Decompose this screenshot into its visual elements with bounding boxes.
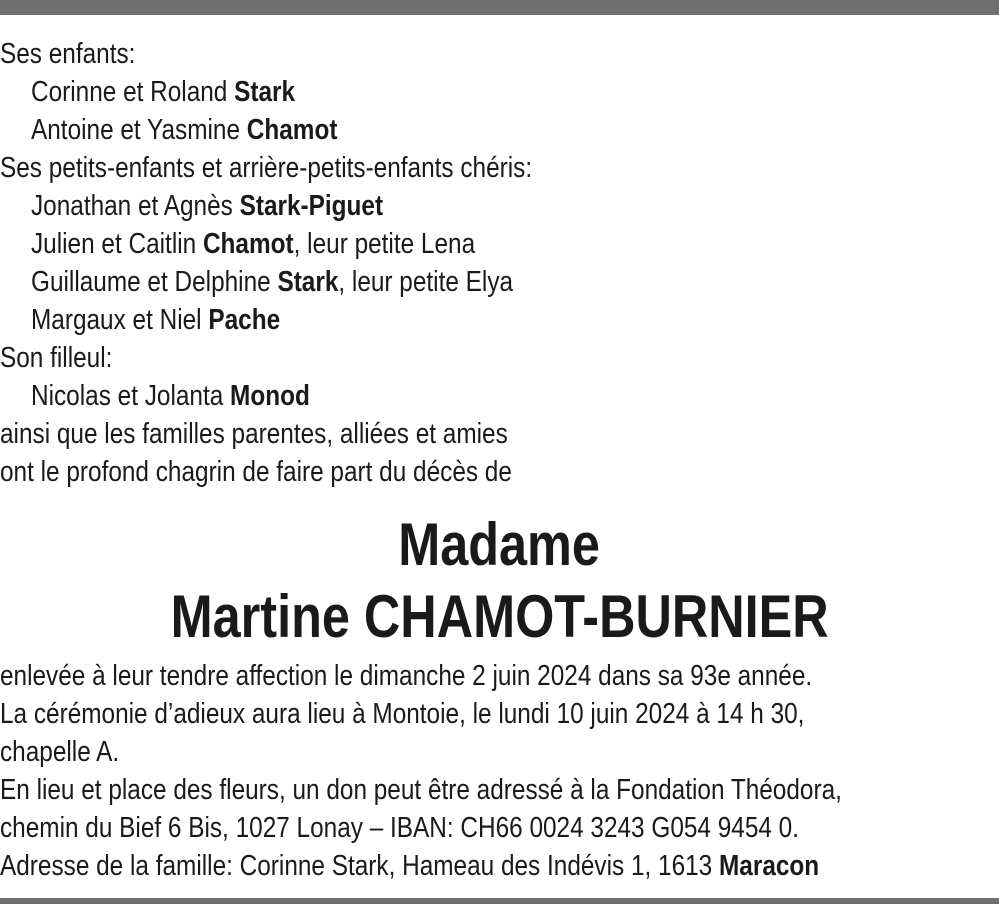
detail-line-3: chapelle A.: [0, 736, 120, 768]
godson-entry: [31, 377, 310, 415]
detail-line-5: chemin du Bief 6 Bis, 1027 Lonay – IBAN: CH66 0024 3243 G054 9454 0.: [0, 812, 800, 844]
grandchild-surname: Stark-Piguet: [239, 190, 384, 222]
honorific-text: Madame: [398, 511, 601, 578]
closing-line-1: ainsi que les familles parentes, alliées et amies: [0, 418, 508, 450]
grandchild-names: Jonathan et Agnès: [31, 190, 240, 222]
family-address: [0, 847, 819, 885]
grandchild-entry: [31, 301, 280, 339]
deceased-name: [0, 582, 999, 652]
address-text: Adresse de la famille: Corinne Stark, Hameau des Indévis 1, 1613: [0, 850, 720, 882]
grandchild-note: , leur petite Elya: [338, 266, 514, 298]
godson-names: Nicolas et Jolanta: [31, 380, 231, 412]
detail-line-2: La cérémonie d’adieux aura lieu à Montoie, le lundi 10 juin 2024 à 14 h 30,: [0, 698, 805, 730]
grandchild-surname: Pache: [208, 304, 281, 336]
child-entry: [31, 111, 337, 149]
grandchild-names: Guillaume et Delphine: [31, 266, 278, 298]
address-city: Maracon: [719, 850, 820, 882]
child-names: Antoine et Yasmine: [31, 114, 247, 146]
deceased-name-text: Martine CHAMOT-BURNIER: [170, 583, 829, 650]
grandchildren-heading: Ses petits-enfants et arrière-petits-enfants chéris:: [0, 152, 533, 184]
grandchild-surname: Chamot: [202, 228, 294, 260]
grandchild-note: , leur petite Lena: [293, 228, 476, 260]
child-entry: [31, 73, 295, 111]
grandchild-entry: [31, 263, 513, 301]
bottom-rule: [0, 898, 999, 904]
grandchild-names: Julien et Caitlin: [31, 228, 203, 260]
godson-surname: Monod: [230, 380, 310, 412]
grandchild-names: Margaux et Niel: [31, 304, 209, 336]
honorific: [0, 510, 999, 580]
top-rule: [0, 0, 999, 15]
grandchild-entry: [31, 187, 383, 225]
grandchild-entry: [31, 225, 475, 263]
child-surname: Stark: [234, 76, 296, 108]
closing-line-2: ont le profond chagrin de faire part du décès de: [0, 456, 512, 488]
detail-line-4: En lieu et place des fleurs, un don peut être adressé à la Fondation Théodora,: [0, 774, 842, 806]
detail-line-1: enlevée à leur tendre affection le dimanche 2 juin 2024 dans sa 93e année.: [0, 660, 813, 692]
children-heading: Ses enfants:: [0, 38, 136, 70]
child-surname: Chamot: [246, 114, 338, 146]
godson-heading: Son filleul:: [0, 342, 113, 374]
child-names: Corinne et Roland: [31, 76, 235, 108]
grandchild-surname: Stark: [277, 266, 339, 298]
